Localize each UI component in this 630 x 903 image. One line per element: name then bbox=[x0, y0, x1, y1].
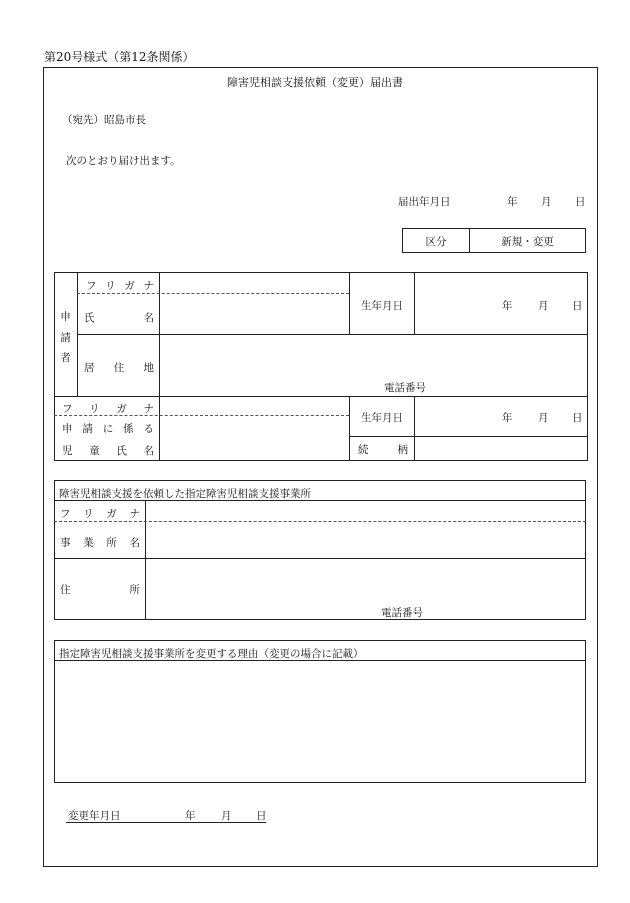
applicant-address-field[interactable] bbox=[160, 335, 587, 395]
change-date-underline bbox=[66, 822, 266, 823]
provider-heading: 障害児相談支援を依頼した指定障害児相談支援事業所 bbox=[59, 488, 311, 500]
reason-field[interactable] bbox=[55, 661, 585, 782]
applicant-name-field[interactable] bbox=[160, 294, 348, 333]
submission-date-label: 届出年月日 bbox=[398, 196, 451, 208]
applicant-address-label: 居 住 地 bbox=[84, 362, 154, 374]
child-furigana-field[interactable] bbox=[160, 397, 348, 414]
change-year-unit: 年 bbox=[185, 810, 196, 822]
applicant-name-label: 氏 名 bbox=[84, 312, 154, 324]
reason-heading: 指定障害児相談支援事業所を変更する理由（変更の場合に記載） bbox=[59, 648, 364, 660]
provider-office-field[interactable] bbox=[146, 523, 585, 557]
submission-year-unit: 年 bbox=[507, 196, 518, 208]
child-relation-field[interactable] bbox=[415, 437, 587, 460]
provider-phone-label: 電話番号 bbox=[381, 607, 423, 619]
child-label-line3: 児 童 氏 名 bbox=[62, 445, 154, 457]
form-number: 第20号様式（第12条関係） bbox=[44, 50, 195, 64]
change-month-unit: 月 bbox=[221, 810, 232, 822]
child-name-field[interactable] bbox=[160, 416, 348, 460]
page-title: 障害児相談支援依頼（変更）届出書 bbox=[227, 76, 403, 89]
applicant-phone-label: 電話番号 bbox=[384, 382, 426, 394]
applicant-group-label: 申 請 者 bbox=[60, 311, 71, 364]
submission-month-unit: 月 bbox=[541, 196, 552, 208]
child-label-line2: 申 請 に 係 る bbox=[62, 423, 154, 435]
provider-furigana-label: フ リ ガ ナ bbox=[60, 508, 140, 520]
category-label: 区分 bbox=[425, 236, 447, 248]
provider-office-label: 事 業 所 名 bbox=[60, 537, 140, 549]
applicant-furigana-field[interactable] bbox=[160, 273, 348, 292]
child-birth-label: 生年月日 bbox=[361, 412, 403, 424]
submission-day-unit: 日 bbox=[575, 196, 586, 208]
addressee: （宛先）昭島市長 bbox=[62, 114, 146, 126]
change-date-label: 変更年月日 bbox=[68, 810, 121, 822]
child-furigana-label: フ リ ガ ナ bbox=[62, 403, 154, 415]
provider-address-field[interactable] bbox=[146, 559, 585, 619]
category-value[interactable]: 新規・変更 bbox=[501, 236, 554, 248]
applicant-birth-label: 生年月日 bbox=[361, 300, 403, 312]
child-relation-label: 続 柄 bbox=[358, 444, 408, 456]
provider-address-label: 住 所 bbox=[60, 584, 140, 596]
change-day-unit: 日 bbox=[256, 810, 267, 822]
provider-furigana-field[interactable] bbox=[146, 501, 585, 520]
applicant-furigana-label: フ リ ガ ナ bbox=[86, 280, 154, 292]
intro-text: 次のとおり届け出ます。 bbox=[66, 155, 181, 167]
